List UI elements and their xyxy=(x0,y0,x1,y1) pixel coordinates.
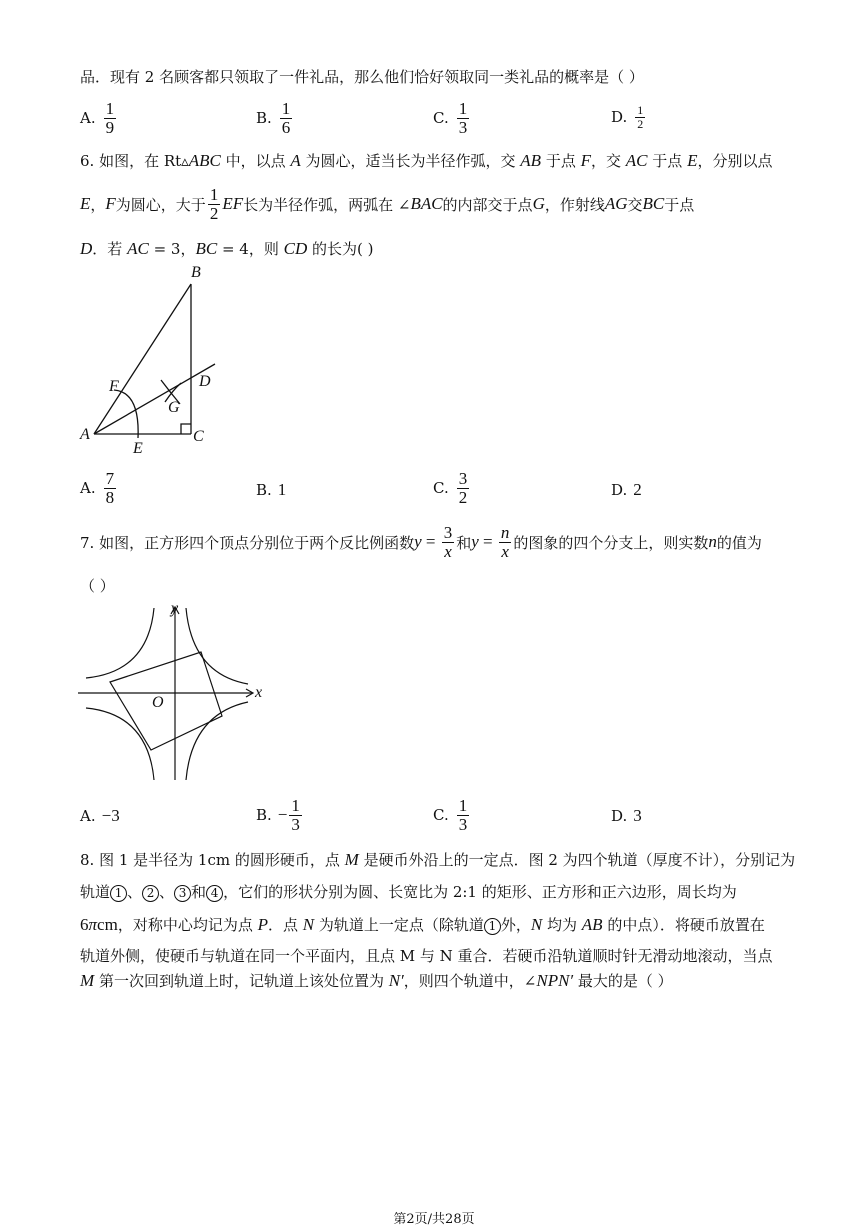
track-1-marker-ref: 1 xyxy=(484,918,501,935)
q7-option-c: C. $\frac{1}{3}$ xyxy=(433,796,468,834)
track-3-marker: 3 xyxy=(174,885,191,902)
q7-label-x: x xyxy=(255,684,263,701)
q7-option-d: D. 3 xyxy=(611,806,642,825)
q6-line-3: D．若 AC = 3，BC = 4，则 CD 的长为( ) xyxy=(80,239,374,258)
q8-line-5: M 第一次回到轨道上时，记轨道上该处位置为 N′，则四个轨道中，∠NPN′ 最大的是（ ） xyxy=(80,971,673,990)
q7-branch-q3 xyxy=(86,708,154,780)
q5-option-d: D. $\frac{1}{2}$ xyxy=(611,103,644,131)
q7-figure-svg xyxy=(78,600,278,782)
q6-option-c: C. $\frac{3}{2}$ xyxy=(433,469,468,507)
q6-label-d: D xyxy=(199,373,211,390)
page-footer: 第2页/共28页 xyxy=(393,1212,475,1227)
q6-label-c: C xyxy=(193,428,204,445)
track-2-marker: 2 xyxy=(142,885,159,902)
q6-option-a: A. $\frac{7}{8}$ xyxy=(80,469,115,507)
q6-figure-svg xyxy=(78,262,238,462)
q7-option-a: A. −3 xyxy=(80,806,120,825)
q6-option-b: B. 1 xyxy=(256,480,287,499)
q8-line-1: 8. 图 1 是半径为 1cm 的圆形硬币，点 M 是硬币外沿上的一定点．图 2 为四个轨道（厚度不计），分别记为 xyxy=(80,850,796,869)
q5-tail-text: 品．现有 2 名顾客都只领取了一件礼品，那么他们恰好领取同一类礼品的概率是（ ） xyxy=(80,68,644,86)
q7-branch-q1 xyxy=(186,608,248,684)
q5-option-c: C. $\frac{1}{3}$ xyxy=(433,99,468,137)
q7-square xyxy=(110,652,222,750)
q6-option-d: D. 2 xyxy=(611,480,642,499)
q7-hyperbola-figure xyxy=(78,600,278,782)
q7-branch-q2 xyxy=(86,608,154,678)
q6-ray-ag xyxy=(94,364,215,434)
q6-right-angle-mark xyxy=(181,424,191,434)
q6-line-1: 6. 如图，在 Rt▵ABC 中，以点 A 为圆心，适当长为半径作弧，交 AB 于点 F，交 AC 于点 E，分别以点 xyxy=(80,151,773,170)
q6-label-g: G xyxy=(168,399,180,416)
q7-label-y: y xyxy=(171,600,179,617)
q8-line-4: 轨道外侧，使硬币与轨道在同一个平面内，且点 M 与 N 重合．若硬币沿轨道顺时针无滑动地滚动，当点 xyxy=(80,947,773,965)
q7-line-1: 7. 如图，正方形四个顶点分别位于两个反比例函数 y = $\frac{3}{x}$ 和 y = $\frac{n}{x}$ 的图象的四个分支上，则实数 n 的值为 xyxy=(80,523,762,561)
q5-option-b: B. $\frac{1}{6}$ xyxy=(256,99,291,137)
q8-line-3: 6πcm，对称中心均记为点 P．点 N 为轨道上一定点（除轨道 1 外，N 均为 AB 的中点）．将硬币放置在 xyxy=(80,915,765,934)
track-4-marker: 4 xyxy=(206,885,223,902)
q7-branch-q4 xyxy=(186,702,248,780)
q6-triangle-figure xyxy=(78,262,238,462)
track-1-marker: 1 xyxy=(110,885,127,902)
q7-option-b: B. − $\frac{1}{3}$ xyxy=(256,796,300,834)
q6-line-2: E ， F 为圆心，大于 $\frac{1}{2}$ EF 长为半径作弧，两弧在 ∠ BAC 的内部交于点 G ，作射线 AG 交 BC 于点 xyxy=(80,185,695,223)
q7-label-o: O xyxy=(152,694,164,711)
q6-label-a: A xyxy=(80,426,90,443)
q8-line-2: 轨道 1 、 2 、 3 和 4 ，它们的形状分别为圆、长宽比为 2:1 的矩形、正方形和正六边形，周长均为 xyxy=(80,883,737,901)
q5-option-a: A. $\frac{1}{9}$ xyxy=(80,99,115,137)
q6-label-e: E xyxy=(133,440,143,457)
q6-label-b: B xyxy=(191,264,201,281)
q6-label-f: F xyxy=(109,378,119,395)
q7-line-2: （ ） xyxy=(80,577,115,595)
